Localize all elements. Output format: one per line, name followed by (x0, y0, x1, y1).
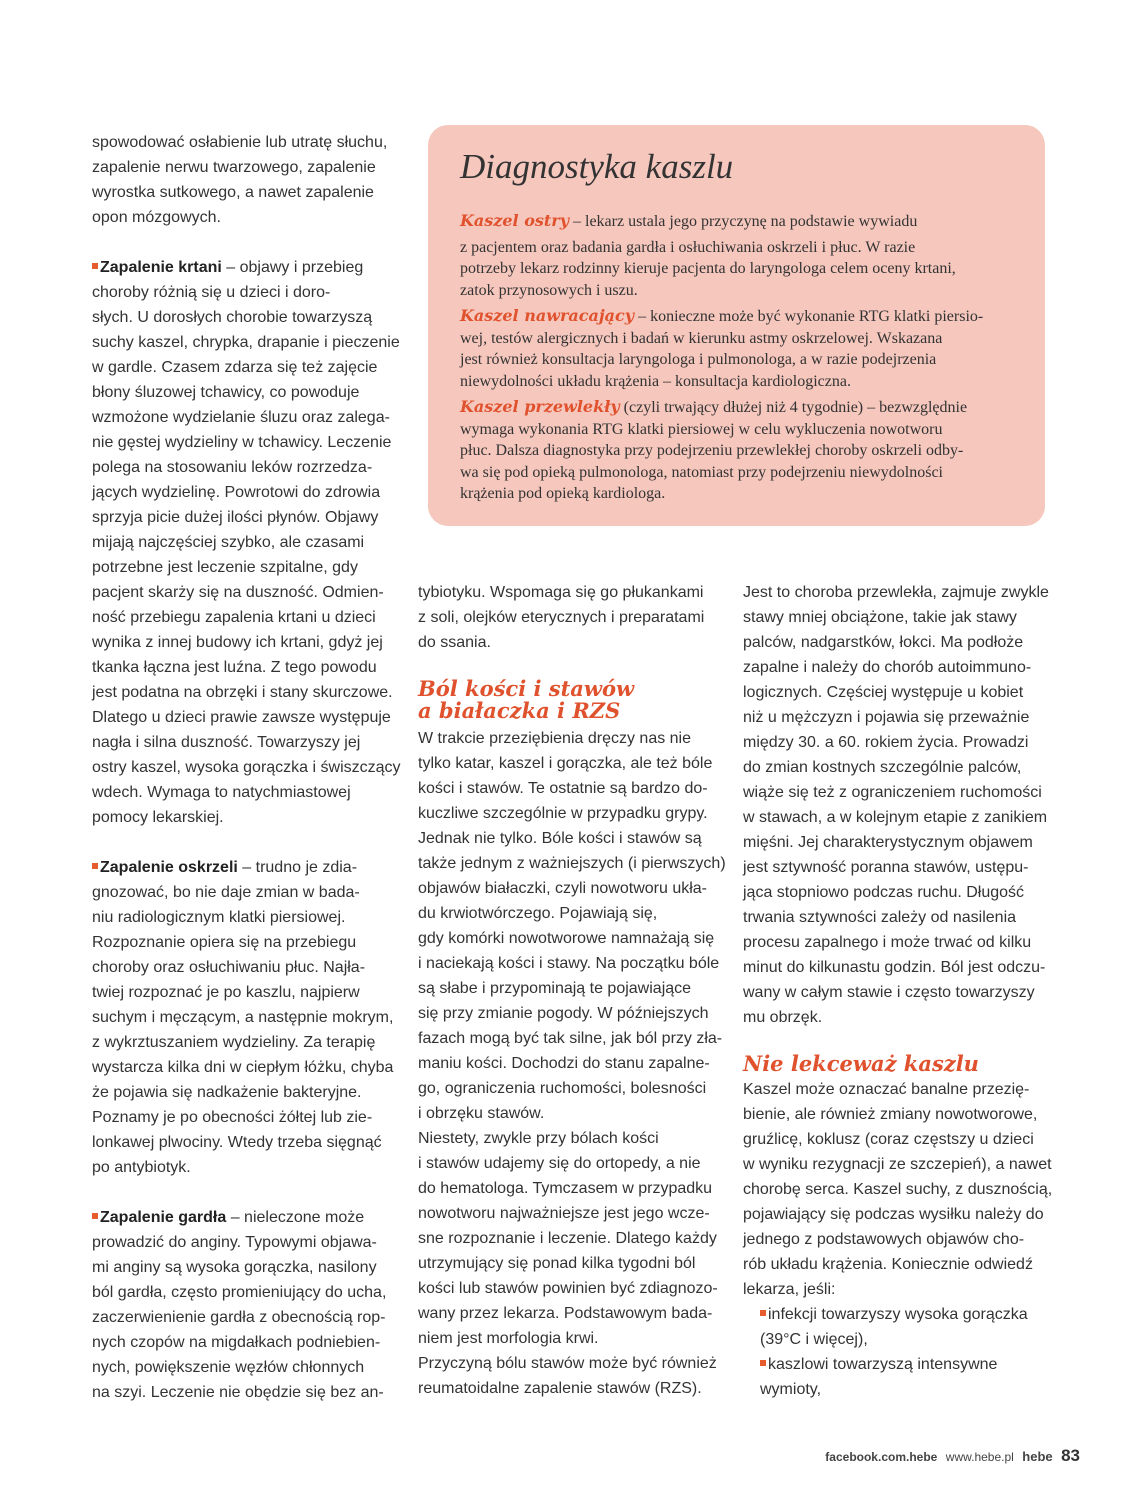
text-line: także jednym z ważniejszych (i pierwszych) (418, 855, 726, 872)
text-line: nie gęstej wydzieliny w tchawicy. Leczenie (92, 434, 392, 451)
text-line: tkanka łączna jest luźna. Z tego powodu (92, 659, 377, 676)
text-line: Niestety, zwykle przy bólach kości (418, 1130, 659, 1147)
text-line: w wyniku rezygnacji ze szczepień), a nawet (743, 1156, 1052, 1173)
paragraph-gap (92, 830, 402, 855)
text-line: i stawów udajemy się do ortopedy, a nie (418, 1155, 701, 1172)
text-line: zaczerwienienie gardła z obecnością rop- (92, 1309, 386, 1326)
text-line: jednego z podstawowych objawów cho- (743, 1231, 1025, 1248)
text-line: wyrostka sutkowego, a nawet zapalenie (92, 184, 374, 201)
text-line: są słabe i przypominają te pojawiające (418, 980, 692, 997)
box-line: niewydolności układu krążenia – konsultacja kardiologiczna. (460, 372, 851, 390)
box-line: z pacjentem oraz badania gardła i osłuchiwania oskrzeli i płuc. W razie (460, 238, 916, 256)
page-number: 83 (1061, 1446, 1080, 1465)
oskrzeli-term: Zapalenie oskrzeli (100, 859, 238, 876)
text-line: lekarza, jeśli: (743, 1281, 836, 1298)
text-span: (czyli trwający dłużej niż 4 tygodnie) – bezwzględnie (619, 399, 968, 416)
box-line (460, 210, 1030, 233)
text-line: ność przebiegu zapalenia krtani u dzieci (92, 609, 376, 626)
text-line: suchy kaszel, chrypka, drapanie i pieczenie (92, 334, 400, 351)
text-line: wdech. Wymaga to natychmiastowej (92, 784, 351, 801)
box-term: Kaszel przewlekły (460, 397, 620, 416)
text-line: zapalne i należy do chorób autoimmuno- (743, 659, 1032, 676)
text-line: Jest to choroba przewlekła, zajmuje zwykle (743, 584, 1049, 601)
text-line: jących wydzielinę. Powrotowi do zdrowia (92, 484, 381, 501)
box-line: zatok przynosowych i uszu. (460, 281, 638, 299)
box-title: Diagnostyka kaszlu (460, 147, 734, 186)
text-line: rób układu krążenia. Koniecznie odwiedź (743, 1256, 1033, 1273)
text-line: i obrzęku stawów. (418, 1105, 545, 1122)
box-line: płuc. Dalsza diagnostyka przy podejrzeniu przewlekłej choroby oskrzeli odby- (460, 442, 964, 459)
box-line: wa się pod opieką pulmonologa, natomiast przy podejrzeniu niewydolności (460, 463, 943, 481)
bullet-icon (760, 1360, 766, 1366)
column-right (743, 580, 1053, 1402)
text-line: nych, powiększenie węzłów chłonnych (92, 1359, 365, 1376)
box-line: wej, testów alergicznych i badań w kierunku astmy oskrzelowej. Wskazana (460, 329, 943, 347)
brand-name: hebe (1022, 1449, 1053, 1464)
text-line: Rozpoznanie opiera się na przebiegu (92, 934, 357, 951)
text-line: Kaszel może oznaczać banalne przezię- (743, 1081, 1030, 1098)
text-line: sprzyja picie dużej ilości płynów. Objawy (92, 509, 379, 526)
text-line: reumatoidalne zapalenie stawów (RZS). (418, 1380, 702, 1397)
text-line: twiej rozpoznać je po kaszlu, najpierw (92, 984, 360, 1001)
text-line: ból gardła, często promieniujący do ucha, (92, 1284, 387, 1301)
text-line: niu radiologicznym klatki piersiowej. (92, 909, 346, 926)
text-line: nych czopów na migdałkach podniebien- (92, 1334, 381, 1351)
text-line: trwania sztywności zależy od nasilenia (743, 909, 1017, 926)
text-line: tybiotyku. Wspomaga się go płukankami (418, 584, 704, 601)
text-line: bienie, ale również zmiany nowotworowe, (743, 1106, 1038, 1123)
text-span: – lekarz ustala jego przyczynę na podstawie wywiadu (569, 213, 918, 230)
text-line: chorobę serca. Kaszel suchy, z dusznością, (743, 1181, 1053, 1198)
text-span: – objawy i przebieg (221, 259, 364, 276)
box-term: Kaszel ostry (460, 211, 569, 230)
text-line: błony śluzowej tchawicy, co powoduje (92, 384, 360, 401)
list-item-cont: wymioty, (760, 1381, 822, 1398)
krtan-first-line (92, 255, 402, 280)
text-line: du krwiotwórczego. Pojawiają się, (418, 905, 658, 922)
text-line: i naciekają kości i stawy. Na początku bóle (418, 955, 720, 972)
text-line: jest sztywność poranna stawów, ustępu- (743, 859, 1029, 876)
text-line: gruźlicę, koklusz (coraz częstszy u dzieci (743, 1131, 1034, 1148)
text-line: pojawiający się podczas wysiłku należy do (743, 1206, 1044, 1223)
text-line: kości i stawów. Te ostatnie są bardzo do- (418, 780, 708, 797)
heading-line: Nie lekceważ kaszlu (743, 1051, 979, 1076)
text-line: z wykrztuszaniem wydzieliny. Za terapię (92, 1034, 376, 1051)
text-line: ostry kaszel, wysoka gorączka i świszczący (92, 759, 401, 776)
text-line: go, ograniczenia ruchomości, bolesności (418, 1080, 707, 1097)
text-line: do ssania. (418, 634, 491, 651)
text-line: wynika z innej budowy ich krtani, gdyż jej (92, 634, 383, 651)
text-line: fazach mogą być tak silne, jak ból przy zła- (418, 1030, 723, 1047)
box-line: potrzeby lekarz rodzinny kieruje pacjenta do laryngologa celem oceny krtani, (460, 260, 956, 277)
text-line: wzmożone wydzielanie śluzu oraz zalega- (92, 409, 390, 426)
text-line: mi anginy są wysoka gorączka, nasilony (92, 1259, 377, 1276)
text-line: prowadzić do anginy. Typowymi objawa- (92, 1234, 377, 1251)
bullet-icon (92, 263, 98, 269)
bullet-icon (760, 1310, 766, 1316)
text-line: choroby różnią się u dzieci i doro- (92, 284, 331, 301)
column-middle (418, 580, 726, 1401)
krtan-term: Zapalenie krtani (100, 259, 222, 276)
text-line: w gardle. Czasem zdarza się też zajęcie (92, 359, 378, 376)
text-line: tylko katar, kaszel i gorączka, ale też bóle (418, 755, 713, 772)
diagnostics-box (428, 125, 1045, 526)
text-line: choroby oraz osłuchiwaniu płuc. Najła- (92, 959, 366, 976)
text-line: niem jest morfologia krwi. (418, 1330, 599, 1347)
text-line: jąca stopniowo podczas ruchu. Długość (743, 884, 1025, 901)
website-link[interactable]: www.hebe.pl (945, 1450, 1014, 1464)
text-line: palców, nadgarstków, łokci. Ma podłoże (743, 634, 1024, 651)
text-line: nagła i silna duszność. Towarzyszy jej (92, 734, 361, 751)
facebook-link[interactable]: facebook.com.hebe (825, 1450, 938, 1464)
gardlo-term: Zapalenie gardła (100, 1209, 227, 1226)
text-line: zapalenie nerwu twarzowego, zapalenie (92, 159, 376, 176)
bullet-icon (92, 863, 98, 869)
text-line: po antybiotyk. (92, 1159, 191, 1176)
text-line: między 30. a 60. rokiem życia. Prowadzi (743, 734, 1029, 751)
heading-line: a białaczka i RZS (418, 698, 621, 723)
text-line: W trakcie przeziębienia dręczy nas nie (418, 730, 692, 747)
text-line: nowotworu najważniejsze jest jego wcze- (418, 1205, 710, 1222)
text-line: na szyi. Leczenie nie obędzie się bez an- (92, 1384, 384, 1401)
text-line: z soli, olejków eterycznych i preparatami (418, 609, 705, 626)
text-line: mijają najczęściej szybko, ale czasami (92, 534, 365, 551)
section-heading-nie (743, 1053, 1053, 1075)
text-line: polega na stosowaniu leków rozrzedza- (92, 459, 373, 476)
text-line: wany przez lekarza. Podstawowym bada- (418, 1305, 713, 1322)
text-line: pomocy lekarskiej. (92, 809, 224, 826)
box-line (460, 305, 1030, 328)
text-line: mięśni. Jej charakterystycznym objawem (743, 834, 1033, 851)
text-line: maniu kości. Dochodzi do stanu zapalne- (418, 1055, 710, 1072)
text-line: się przy zmianie pogody. W późniejszych (418, 1005, 709, 1022)
list-item (743, 1302, 1053, 1327)
text-line: gdy komórki nowotworowe namnażają się (418, 930, 715, 947)
text-line: że pojawia się nadkażenie bakteryjne. (92, 1084, 362, 1101)
oskrzeli-first-line (92, 855, 402, 880)
text-line: sne rozpoznanie i leczenie. Dlatego każdy (418, 1230, 717, 1247)
box-body (460, 210, 1030, 505)
text-line: stawy mniej obciążone, takie jak stawy (743, 609, 1017, 626)
paragraph-gap (92, 1180, 402, 1205)
text-line: logicznych. Częściej występuje u kobiet (743, 684, 1024, 701)
text-line: mu obrzęk. (743, 1009, 823, 1026)
text-line: Przyczyną bólu stawów może być również (418, 1355, 717, 1372)
list-item (743, 1352, 1053, 1377)
list-item-text: infekcji towarzyszy wysoka gorączka (768, 1306, 1028, 1323)
text-line: słych. U dorosłych chorobie towarzyszą (92, 309, 373, 326)
text-line: opon mózgowych. (92, 209, 221, 226)
text-line: wystarcza kilka dni w ciepłym łóżku, chyba (92, 1059, 394, 1076)
text-line: minut do kilkunastu godzin. Ból jest odczu- (743, 959, 1046, 976)
box-line (460, 396, 1030, 419)
text-line: suchym i męczącym, a następnie mokrym, (92, 1009, 394, 1026)
box-line: jest również konsultacja laryngologa i pulmonologa, a w razie podejrzenia (460, 351, 937, 368)
text-line: Dlatego u dzieci prawie zawsze występuje (92, 709, 391, 726)
text-line: Poznamy je po obecności żółtej lub zie- (92, 1109, 373, 1126)
text-span: – nieleczone może (226, 1209, 365, 1226)
text-line: potrzebne jest leczenie szpitalne, gdy (92, 559, 358, 576)
text-line: lonkawej plwociny. Wtedy trzeba sięgnąć (92, 1134, 382, 1151)
text-span: – trudno je zdia- (237, 859, 358, 876)
list-item-cont: (39°C i więcej), (760, 1331, 868, 1348)
paragraph-gap (92, 230, 402, 255)
text-line: do hematologa. Tymczasem w przypadku (418, 1180, 713, 1197)
box-term: Kaszel nawracający (460, 306, 635, 325)
page-footer (825, 1446, 1080, 1466)
gardlo-first-line (92, 1205, 402, 1230)
text-line: gnozować, bo nie daje zmian w bada- (92, 884, 360, 901)
section-heading-bol (418, 678, 718, 722)
text-line: pacjent skarży się na duszność. Odmien- (92, 584, 384, 601)
heading-line: Ból kości i stawów (418, 676, 635, 701)
text-line: Jednak nie tylko. Bóle kości i stawów są (418, 830, 702, 847)
text-line: wany w całym stawie i często towarzyszy (743, 984, 1035, 1001)
text-line: jest podatna na obrzęki i stany skurczowe. (92, 684, 393, 701)
text-line: spowodować osłabienie lub utratę słuchu, (92, 134, 388, 151)
text-line: wiąże się też z ograniczeniem ruchomości (743, 784, 1042, 801)
box-line: krążenia pod opieką kardiologa. (460, 485, 666, 502)
text-line: objawów białaczki, czyli nowotworu ukła- (418, 880, 708, 897)
box-line: wymaga wykonania RTG klatki piersiowej w celu wykluczenia nowotworu (460, 420, 943, 438)
list-item-text: kaszlowi towarzyszą intensywne (768, 1356, 998, 1373)
text-line: kuczliwe szczególnie w przypadku grypy. (418, 805, 708, 822)
text-line: w stawach, a w kolejnym etapie z zanikiem (743, 809, 1048, 826)
text-line: kości lub stawów powinien być zdiagnozo- (418, 1280, 718, 1297)
text-line: niż u mężczyzn i pojawia się przeważnie (743, 709, 1030, 726)
text-line: do zmian kostnych szczególnie palców, (743, 759, 1022, 776)
bullet-icon (92, 1213, 98, 1219)
column-left (92, 130, 402, 1405)
text-line: utrzymujący się ponad kilka tygodni ból (418, 1255, 696, 1272)
text-span: – konieczne może być wykonanie RTG klatki piersio- (634, 308, 984, 325)
text-line: procesu zapalnego i może trwać od kilku (743, 934, 1032, 951)
